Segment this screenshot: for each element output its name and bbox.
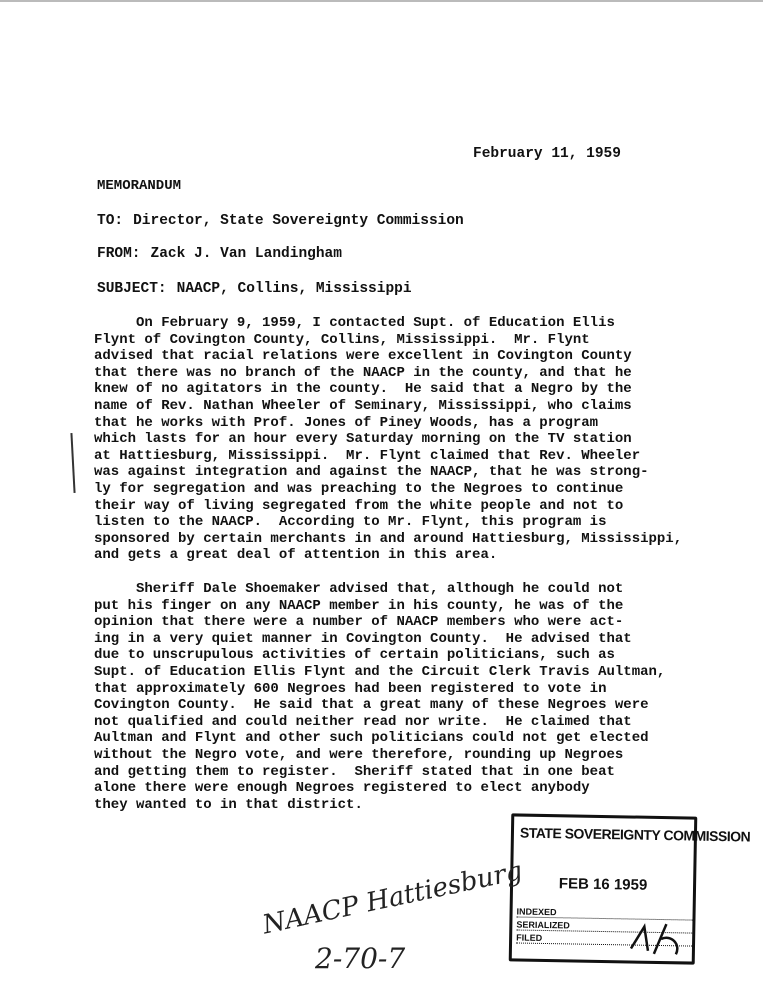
handwriting-line-2: 2-70-7 (315, 942, 406, 975)
text-line: their way of living segregated from the white people and not to (94, 497, 624, 514)
received-stamp (509, 813, 751, 964)
from-value: Zack J. Van Landingham (150, 246, 342, 262)
text-line: Supt. of Education Ellis Flynt and the Circuit Clerk Travis Aultman, (94, 663, 666, 680)
text-line: and getting them to register. Sheriff stated that in one beat (94, 763, 615, 780)
from-label: FROM: (97, 246, 141, 262)
text-line: put his finger on any NAACP member in his county, he was of the (94, 597, 624, 614)
memo-heading: MEMORANDUM (97, 178, 182, 194)
text-line: Aultman and Flynt and other such politicians could not get elected (94, 730, 649, 747)
text-line: without the Negro vote, and were therefore, rounding up Negroes (94, 746, 624, 763)
stamp-row-indexed: INDEXED (516, 906, 692, 920)
text-line: On February 9, 1959, I contacted Supt. of Education Ellis (94, 315, 615, 331)
stamp-row-serialized: SERIALIZED (516, 919, 692, 933)
text-line: which lasts for an hour every Saturday morning on the TV station (94, 431, 632, 448)
text-line: not qualified and could neither read nor write. He claimed that (94, 713, 632, 730)
text-line: opinion that there were a number of NAACP members who were act- (94, 614, 624, 631)
text-line: that he works with Prof. Jones of Piney Woods, has a program (94, 414, 599, 431)
stamp-title: STATE SOVEREIGNTY COMMISSION (519, 824, 751, 845)
text-line: advised that racial relations were excellent in Covington County (94, 348, 632, 365)
to-line (97, 213, 464, 229)
text-line: Sheriff Dale Shoemaker advised that, although he could not (94, 581, 624, 597)
margin-mark (70, 433, 75, 493)
text-line: and gets a great deal of attention in this area. (94, 547, 498, 564)
text-line: was against integration and against the NAACP, that he was strong- (94, 464, 649, 481)
text-line: ing in a very quiet manner in Covington County. He advised that (94, 630, 632, 647)
text-line: Flynt of Covington County, Collins, Mississippi. Mr. Flynt (94, 331, 590, 348)
memo-date: February 11, 1959 (473, 146, 621, 162)
body-paragraph-2 (94, 581, 734, 813)
to-value: Director, State Sovereignty Commission (133, 213, 464, 229)
top-edge-line (0, 0, 763, 2)
subject-label: SUBJECT: (97, 281, 167, 297)
text-line: at Hattiesburg, Mississippi. Mr. Flynt claimed that Rev. Wheeler (94, 447, 641, 464)
subject-line (97, 281, 412, 297)
from-line (97, 246, 342, 262)
text-line: they wanted to in that district. (94, 796, 363, 813)
handwritten-annotation (255, 850, 526, 980)
text-line: sponsored by certain merchants in and around Hattiesburg, Mississippi, (94, 530, 683, 547)
text-line: that approximately 600 Negroes had been registered to vote in (94, 680, 607, 697)
stamp-row-filed: FILED (516, 932, 692, 946)
text-line: ly for segregation and was preaching to the Negroes to continue (94, 480, 624, 497)
text-line: that there was no branch of the NAACP in the county, and that he (94, 364, 632, 381)
stamp-initials-icon (626, 918, 687, 959)
to-label: TO: (97, 213, 124, 229)
subject-value: NAACP, Collins, Mississippi (176, 281, 412, 297)
body-paragraph-1 (94, 315, 734, 564)
text-line: listen to the NAACP. According to Mr. Flynt, this program is (94, 514, 607, 531)
text-line: due to unscrupulous activities of certain politicians, such as (94, 647, 615, 664)
text-line: alone there were enough Negroes registered to elect anybody (94, 780, 590, 797)
handwriting-line-1: NAACP Hattiesburg (260, 856, 526, 941)
text-line: name of Rev. Nathan Wheeler of Seminary, Mississippi, who claims (94, 397, 632, 414)
text-line: Covington County. He said that a great many of these Negroes were (94, 697, 649, 714)
stamp-date: FEB 16 1959 (558, 875, 648, 894)
text-line: knew of no agitators in the county. He said that a Negro by the (94, 381, 632, 398)
